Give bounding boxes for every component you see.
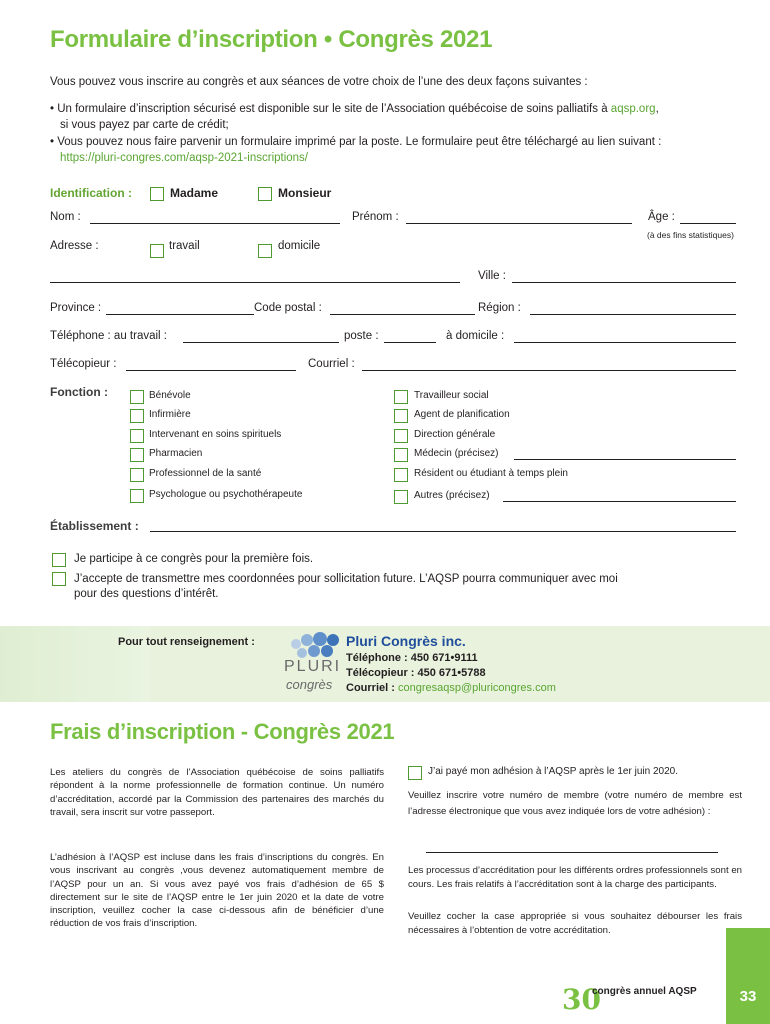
nom-field[interactable]: [90, 223, 340, 224]
bullet1-text: • Un formulaire d’inscription sécurisé est disponible sur le site de l’Association québécoise de soins palliatifs à: [50, 103, 608, 115]
prenom-label: Prénom :: [352, 211, 399, 223]
contact-email-row: [346, 682, 556, 694]
telephone-label: Téléphone : au travail :: [50, 330, 167, 342]
a-domicile-label: à domicile :: [446, 330, 505, 342]
contact-email-label: Courriel :: [346, 682, 395, 694]
thirty-logo: [562, 982, 601, 1016]
fonction-pharmacien-label: Pharmacien: [149, 448, 203, 459]
pluri-logo: [282, 632, 342, 696]
fonction-travailleur-social-label: Travailleur social: [414, 390, 489, 401]
telecopieur-label: Télécopieur :: [50, 358, 117, 370]
page-number: 33: [739, 988, 757, 1005]
telephone-travail-field[interactable]: [183, 342, 339, 343]
fees-left-p1: Les ateliers du congrès de l’Association québécoise de soins palliatifs répondent à la norme professionnelle de formation continue. Un numéro d’accréditation, accordé par la Commission des partenaires des marchés du travail, sera inscrit sur votre passeport.: [50, 767, 384, 818]
accept-checkbox[interactable]: [52, 572, 66, 586]
fonction-medecin-label: Médecin (précisez): [414, 448, 499, 459]
aqsp-link[interactable]: aqsp.org: [610, 103, 656, 115]
etablissement-label: Établissement :: [50, 519, 139, 533]
fonction-pharmacien-checkbox[interactable]: [130, 448, 144, 462]
poste-field[interactable]: [384, 342, 436, 343]
page-title: Formulaire d’inscription • Congrès 2021: [50, 26, 493, 53]
fonction-travailleur-social-checkbox[interactable]: [394, 390, 408, 404]
fonction-professionnel-label: Professionnel de la santé: [149, 468, 262, 479]
age-field[interactable]: [680, 223, 736, 224]
madame-label: Madame: [170, 186, 219, 200]
fonction-professionnel-checkbox[interactable]: [130, 468, 144, 482]
contact-email-link[interactable]: congresaqsp@pluricongres.com: [397, 682, 556, 694]
monsieur-checkbox[interactable]: [258, 187, 272, 201]
monsieur-label: Monsieur: [278, 186, 332, 200]
code-postal-label: Code postal :: [254, 302, 322, 314]
first-time-checkbox[interactable]: [52, 553, 66, 567]
fonction-label: Fonction :: [50, 385, 108, 399]
ville-label: Ville :: [478, 270, 506, 282]
footer-text: congrès annuel AQSP: [592, 986, 697, 997]
contact-fax: Télécopieur : 450 671•5788: [346, 667, 486, 679]
bullet1-suffix: ,: [655, 103, 659, 115]
member-number-instructions: Veuillez inscrire votre numéro de membre (votre numéro de membre est l’adresse électronique que vous avez indiquée lors de votre adhésion) :: [408, 790, 742, 817]
bullet2-text: • Vous pouvez nous faire parvenir un formulaire imprimé par la poste. Le formulaire peut être téléchargé au lien suivant :: [50, 136, 662, 148]
download-link[interactable]: https://pluri-congres.com/aqsp-2021-inscriptions/: [60, 152, 309, 164]
first-time-label: Je participe à ce congrès pour la première fois.: [74, 553, 314, 565]
ville-field[interactable]: [512, 282, 736, 283]
fonction-benevole-checkbox[interactable]: [130, 390, 144, 404]
accreditation-text: Les processus d’accréditation pour les différents ordres professionnels sont en cours. Les frais relatifs à l’accréditation sont à la charge des participants.: [408, 865, 742, 890]
madame-checkbox[interactable]: [150, 187, 164, 201]
telecopieur-field[interactable]: [126, 370, 296, 371]
accreditation-check-note: Veuillez cocher la case appropriée si vous souhaitez débourser les frais nécessaires à l’obtention de votre accréditation.: [408, 911, 742, 936]
fonction-medecin-checkbox[interactable]: [394, 448, 408, 462]
region-label: Région :: [478, 302, 521, 314]
etablissement-field[interactable]: [150, 531, 736, 532]
fonction-psychologue-label: Psychologue ou psychothérapeute: [149, 489, 303, 500]
accept-label-line1: J’accepte de transmettre mes coordonnées pour sollicitation future. L’AQSP pourra communiquer avec moi: [74, 573, 618, 585]
member-number-field[interactable]: [426, 852, 718, 853]
code-postal-field[interactable]: [330, 314, 475, 315]
fees-left-p2: L’adhésion à l’AQSP est incluse dans les frais d’inscriptions du congrès. En vous inscrivant au congrès ,vous devenez automatiquement membre de l’AQSP pour un an. Si vous avez payé vos frais d’adhésion de 65 $ directement sur le site de l’AQSP entre le 1er juin 2020 et la date de votre inscription, veuillez cocher la case ci-dessous afin de bénéficier d’une réduction de vos frais d’inscription.: [50, 852, 384, 930]
contact-phone: Téléphone : 450 671•9111: [346, 652, 478, 664]
fonction-direction-checkbox[interactable]: [394, 429, 408, 443]
travail-label: travail: [169, 240, 200, 252]
fonction-medecin-field[interactable]: [514, 459, 736, 460]
fonction-agent-label: Agent de planification: [414, 409, 510, 420]
fonction-infirmiere-checkbox[interactable]: [130, 409, 144, 423]
fonction-agent-checkbox[interactable]: [394, 409, 408, 423]
pluri-logo-word: PLURI: [284, 658, 342, 675]
bullet1-line2: si vous payez par carte de crédit;: [60, 119, 229, 131]
age-label: Âge :: [648, 211, 675, 223]
contact-label: Pour tout renseignement :: [118, 636, 255, 648]
accept-label-line2: pour des questions d’intérêt.: [74, 588, 219, 600]
fees-title: Frais d’inscription - Congrès 2021: [50, 719, 395, 744]
adresse-field[interactable]: [50, 282, 460, 283]
prenom-field[interactable]: [406, 223, 632, 224]
courriel-label: Courriel :: [308, 358, 355, 370]
intro-bullet-1: [50, 103, 659, 115]
identification-label: Identification :: [50, 186, 132, 200]
fonction-benevole-label: Bénévole: [149, 390, 191, 401]
travail-checkbox[interactable]: [150, 244, 164, 258]
fonction-autres-field[interactable]: [503, 501, 736, 502]
paid-checkbox[interactable]: [408, 766, 422, 780]
province-label: Province :: [50, 302, 102, 314]
thirty-anniversary-icon: [562, 982, 601, 1016]
paid-label: J’ai payé mon adhésion à l’AQSP après le 1er juin 2020.: [428, 766, 678, 777]
adresse-label: Adresse :: [50, 240, 99, 252]
fonction-intervenant-checkbox[interactable]: [130, 429, 144, 443]
pluri-logo-subword: congrès: [286, 677, 333, 692]
province-field[interactable]: [106, 314, 254, 315]
company-name: Pluri Congrès inc.: [346, 633, 466, 649]
age-note: (à des fins statistiques): [647, 230, 734, 240]
fonction-resident-checkbox[interactable]: [394, 468, 408, 482]
telephone-domicile-field[interactable]: [514, 342, 736, 343]
intro-lead: Vous pouvez vous inscrire au congrès et aux séances de votre choix de l’une des deux façons suivantes :: [50, 76, 588, 88]
region-field[interactable]: [530, 314, 736, 315]
fonction-infirmiere-label: Infirmière: [149, 409, 191, 420]
fonction-resident-label: Résident ou étudiant à temps plein: [414, 468, 568, 479]
fonction-autres-label: Autres (précisez): [414, 490, 490, 501]
fonction-direction-label: Direction générale: [414, 429, 496, 440]
nom-label: Nom :: [50, 211, 81, 223]
thirty-logo-number: 30: [562, 983, 601, 1016]
fonction-autres-checkbox[interactable]: [394, 490, 408, 504]
courriel-field[interactable]: [362, 370, 736, 371]
domicile-label: domicile: [278, 240, 321, 252]
domicile-checkbox[interactable]: [258, 244, 272, 258]
fonction-intervenant-label: Intervenant en soins spirituels: [149, 429, 282, 440]
fonction-psychologue-checkbox[interactable]: [130, 489, 144, 503]
poste-label: poste :: [344, 330, 379, 342]
page-number-bar: [726, 928, 770, 1024]
